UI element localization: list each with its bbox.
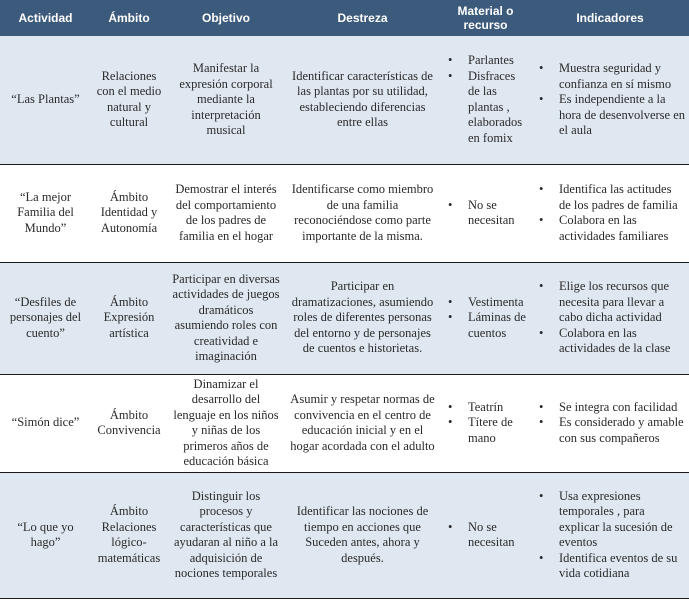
cell-material xyxy=(440,262,531,374)
cell-destreza: Asumir y respetar normas de convivencia en el centro de educación inicial y en el hogar acordada con el adulto xyxy=(285,374,440,472)
list-item: • Colabora en las actividades familiares xyxy=(559,213,685,244)
table-row xyxy=(0,36,689,164)
cell-objetivo: Demostrar el interés del comportamiento de los padres de familia en el hogar xyxy=(167,164,285,262)
list-item: • Identifica las actitudes de los padres de familia xyxy=(559,182,685,213)
list-item: • Usa expresiones temporales , para explicar la sucesión de eventos xyxy=(559,489,685,551)
cell-ambito: Ámbito Relaciones lógico-matemáticas xyxy=(91,472,167,598)
cell-ambito: Ámbito Convivencia xyxy=(91,374,167,472)
table-row xyxy=(0,164,689,262)
cell-ambito: Ámbito Expresión artística xyxy=(91,262,167,374)
list-item: • Títere de mano xyxy=(468,415,527,446)
cell-indicadores xyxy=(531,36,689,164)
cell-actividad: “Las Plantas” xyxy=(0,36,91,164)
cell-destreza: Identificarse como miembro de una familia reconociéndose como parte importante de la misma. xyxy=(285,164,440,262)
cell-objetivo: Dinamizar el desarrollo del lenguaje en los niños y niñas de los primeros años de educación básica xyxy=(167,374,285,472)
cell-destreza: Identificar las nociones de tiempo en acciones que Suceden antes, ahora y después. xyxy=(285,472,440,598)
cell-indicadores xyxy=(531,374,689,472)
cell-indicadores xyxy=(531,472,689,598)
header-material: Material o recurso xyxy=(440,0,531,36)
cell-indicadores xyxy=(531,164,689,262)
list-item: • Láminas de cuentos xyxy=(468,310,527,341)
cell-actividad: “Desfiles de personajes del cuento” xyxy=(0,262,91,374)
table-header-row xyxy=(0,0,689,36)
header-objetivo: Objetivo xyxy=(167,0,285,36)
cell-actividad: “Simón dice” xyxy=(0,374,91,472)
list-item: • Disfraces de las plantas , elaborados en fomix xyxy=(468,69,527,147)
table-row xyxy=(0,374,689,472)
header-ambito: Ámbito xyxy=(91,0,167,36)
list-item: • Elige los recursos que necesita para llevar a cabo dicha actividad xyxy=(559,279,685,326)
header-destreza: Destreza xyxy=(285,0,440,36)
list-item: • Muestra seguridad y confianza en sí mismo xyxy=(559,61,685,92)
list-item: • Es considerado y amable con sus compañeros xyxy=(559,415,685,446)
cell-material xyxy=(440,36,531,164)
header-actividad: Actividad xyxy=(0,0,91,36)
list-item: • No se necesitan xyxy=(468,520,527,551)
list-item: • Parlantes xyxy=(468,53,527,69)
list-item: • No se necesitan xyxy=(468,198,527,229)
cell-objetivo: Participar en diversas actividades de juegos dramáticos asumiendo roles con creatividad e imaginación xyxy=(167,262,285,374)
list-item: • Colabora en las actividades de la clase xyxy=(559,326,685,357)
header-indicadores: Indicadores xyxy=(531,0,689,36)
list-item: • Identifica eventos de su vida cotidiana xyxy=(559,551,685,582)
cell-indicadores xyxy=(531,262,689,374)
cell-actividad: “La mejor Familia del Mundo” xyxy=(0,164,91,262)
list-item: • Teatrín xyxy=(468,400,527,416)
cell-material xyxy=(440,472,531,598)
cell-objetivo: Distinguir los procesos y características que ayudaran al niño a la adquisición de nociones temporales xyxy=(167,472,285,598)
cell-ambito: Ámbito Identidad y Autonomía xyxy=(91,164,167,262)
cell-objetivo: Manifestar la expresión corporal mediante la interpretación musical xyxy=(167,36,285,164)
list-item: • Es independiente a la hora de desenvolverse en el aula xyxy=(559,92,685,139)
cell-actividad: “Lo que yo hago” xyxy=(0,472,91,598)
cell-ambito: Relaciones con el medio natural y cultural xyxy=(91,36,167,164)
cell-destreza: Participar en dramatizaciones, asumiendo roles de diferentes personas del entorno y de personajes de cuentos e historietas. xyxy=(285,262,440,374)
list-item: • Se integra con facilidad xyxy=(559,400,685,416)
cell-material xyxy=(440,164,531,262)
table-row xyxy=(0,472,689,598)
cell-material xyxy=(440,374,531,472)
cell-destreza: Identificar características de las plantas por su utilidad, estableciendo diferencias entre ellas xyxy=(285,36,440,164)
list-item: • Vestimenta xyxy=(468,295,527,311)
table-row xyxy=(0,262,689,374)
